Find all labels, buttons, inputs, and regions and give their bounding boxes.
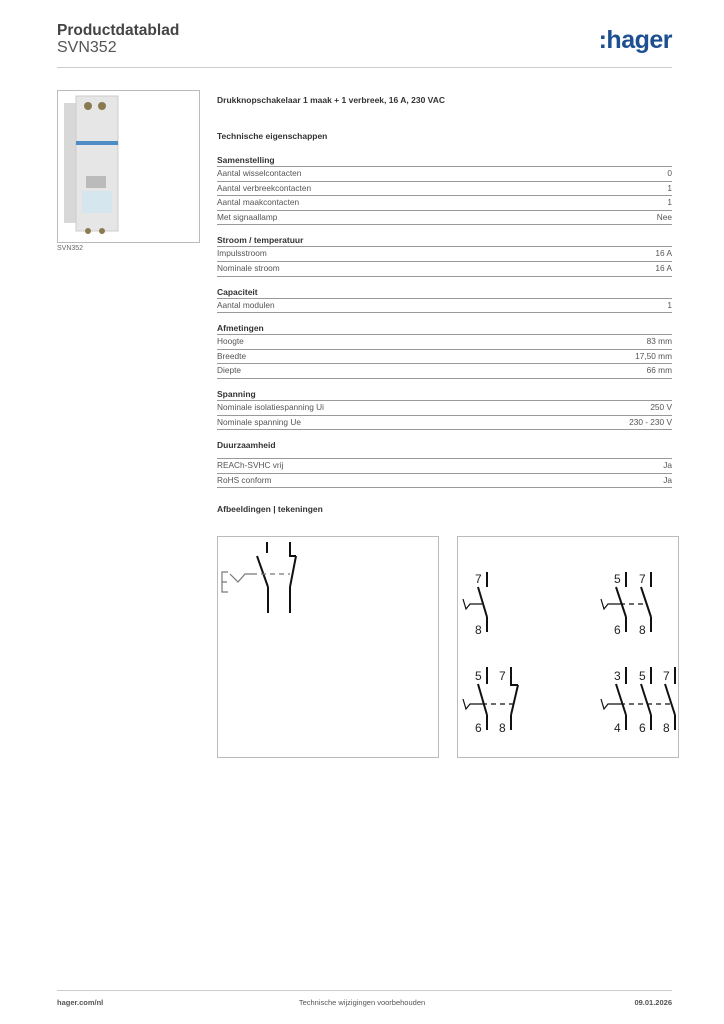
footer-website-link[interactable]: hager.com/nl	[57, 998, 104, 1007]
spec-value: 66 mm	[646, 365, 672, 376]
spec-row	[217, 350, 672, 365]
terminal-label: 6	[475, 721, 482, 735]
spec-label: Nominale stroom	[217, 262, 280, 273]
spec-label: Nominale spanning Ue	[217, 416, 301, 427]
terminal-label: 8	[499, 721, 506, 735]
spec-row	[217, 474, 672, 489]
terminal-label: 5	[475, 669, 482, 683]
footer-disclaimer: Technische wijzigingen voorbehouden	[298, 998, 426, 1007]
divider	[57, 67, 672, 68]
spec-row	[217, 182, 672, 197]
spec-row	[217, 262, 672, 277]
spec-row	[217, 401, 672, 416]
spec-value: 0	[667, 168, 672, 178]
drawings-heading: Afbeeldingen | tekeningen	[217, 504, 323, 515]
spec-sections	[217, 155, 672, 488]
spec-value: 250 V	[650, 401, 672, 412]
spec-label: RoHS conform	[217, 474, 272, 485]
spec-row	[217, 299, 672, 314]
terminal-label: 8	[475, 623, 482, 637]
terminal-label: 7	[663, 669, 670, 683]
spec-value: 17,50 mm	[635, 350, 672, 361]
spec-value: 16 A	[655, 248, 672, 259]
section-gap	[217, 379, 672, 389]
footer-divider	[57, 990, 672, 991]
spec-value: 230 - 230 V	[629, 416, 672, 427]
spec-value: Ja	[663, 460, 672, 471]
wiring-symbol	[217, 536, 439, 758]
spec-value: 83 mm	[646, 336, 672, 347]
spec-label: Nominale isolatiespanning Ui	[217, 401, 324, 412]
page-title: Productdatablad	[57, 22, 180, 39]
spec-label: Aantal maakcontacten	[217, 197, 300, 208]
spec-value: 1	[667, 299, 672, 310]
spec-value: 1	[667, 182, 672, 193]
spec-row	[217, 196, 672, 211]
section-gap	[217, 313, 672, 323]
section-title: Spanning	[217, 389, 672, 401]
terminal-label: 5	[614, 572, 621, 586]
section-title: Samenstelling	[217, 155, 672, 167]
product-image	[57, 90, 200, 243]
tech-heading: Technische eigenschappen	[217, 131, 328, 141]
spec-label: Hoogte	[217, 336, 244, 347]
terminal-label: 8	[639, 623, 646, 637]
hager-logo: :hager	[598, 26, 672, 54]
product-description: Drukknopschakelaar 1 maak + 1 verbreek, 16 A, 230 VAC	[217, 95, 445, 105]
spec-value: Nee	[656, 211, 672, 222]
spec-label: Diepte	[217, 365, 241, 376]
section-title: Duurzaamheid	[217, 440, 672, 459]
image-caption: SVN352	[57, 245, 84, 252]
spec-label: Aantal verbreekcontacten	[217, 182, 312, 193]
terminal-label: 3	[614, 669, 621, 683]
spec-label: Aantal wisselcontacten	[217, 168, 302, 178]
spec-value: Ja	[663, 474, 672, 485]
spec-label: Met signaallamp	[217, 211, 278, 222]
product-sku: SVN352	[57, 39, 117, 56]
spec-row	[217, 211, 672, 226]
terminal-label: 7	[639, 572, 646, 586]
terminal-label: 7	[499, 669, 506, 683]
section-gap	[217, 277, 672, 287]
terminal-label: 4	[614, 721, 621, 735]
spec-value: 16 A	[655, 262, 672, 273]
terminal-label: 7	[475, 572, 482, 586]
spec-label: REACh-SVHC vrij	[217, 460, 284, 471]
spec-row	[217, 247, 672, 262]
spec-row	[217, 416, 672, 431]
spec-column	[217, 95, 672, 528]
spec-row	[217, 335, 672, 350]
terminal-label: 6	[639, 721, 646, 735]
spec-label: Impulsstroom	[217, 248, 267, 259]
terminal-label: 5	[639, 669, 646, 683]
section-gap	[217, 430, 672, 440]
spec-row	[217, 459, 672, 474]
terminal-label: 6	[614, 623, 621, 637]
spec-label: Aantal modulen	[217, 299, 275, 310]
section-title: Afmetingen	[217, 323, 672, 335]
terminal-label: 8	[663, 721, 670, 735]
spec-value: 1	[667, 197, 672, 208]
spec-row	[217, 167, 672, 182]
section-title: Stroom / temperatuur	[217, 235, 672, 247]
footer-date: 09.01.2026	[634, 998, 672, 1007]
spec-row	[217, 364, 672, 379]
section-gap	[217, 225, 672, 235]
spec-label: Breedte	[217, 350, 247, 361]
section-title: Capaciteit	[217, 287, 672, 299]
contact-diagrams	[457, 536, 679, 758]
